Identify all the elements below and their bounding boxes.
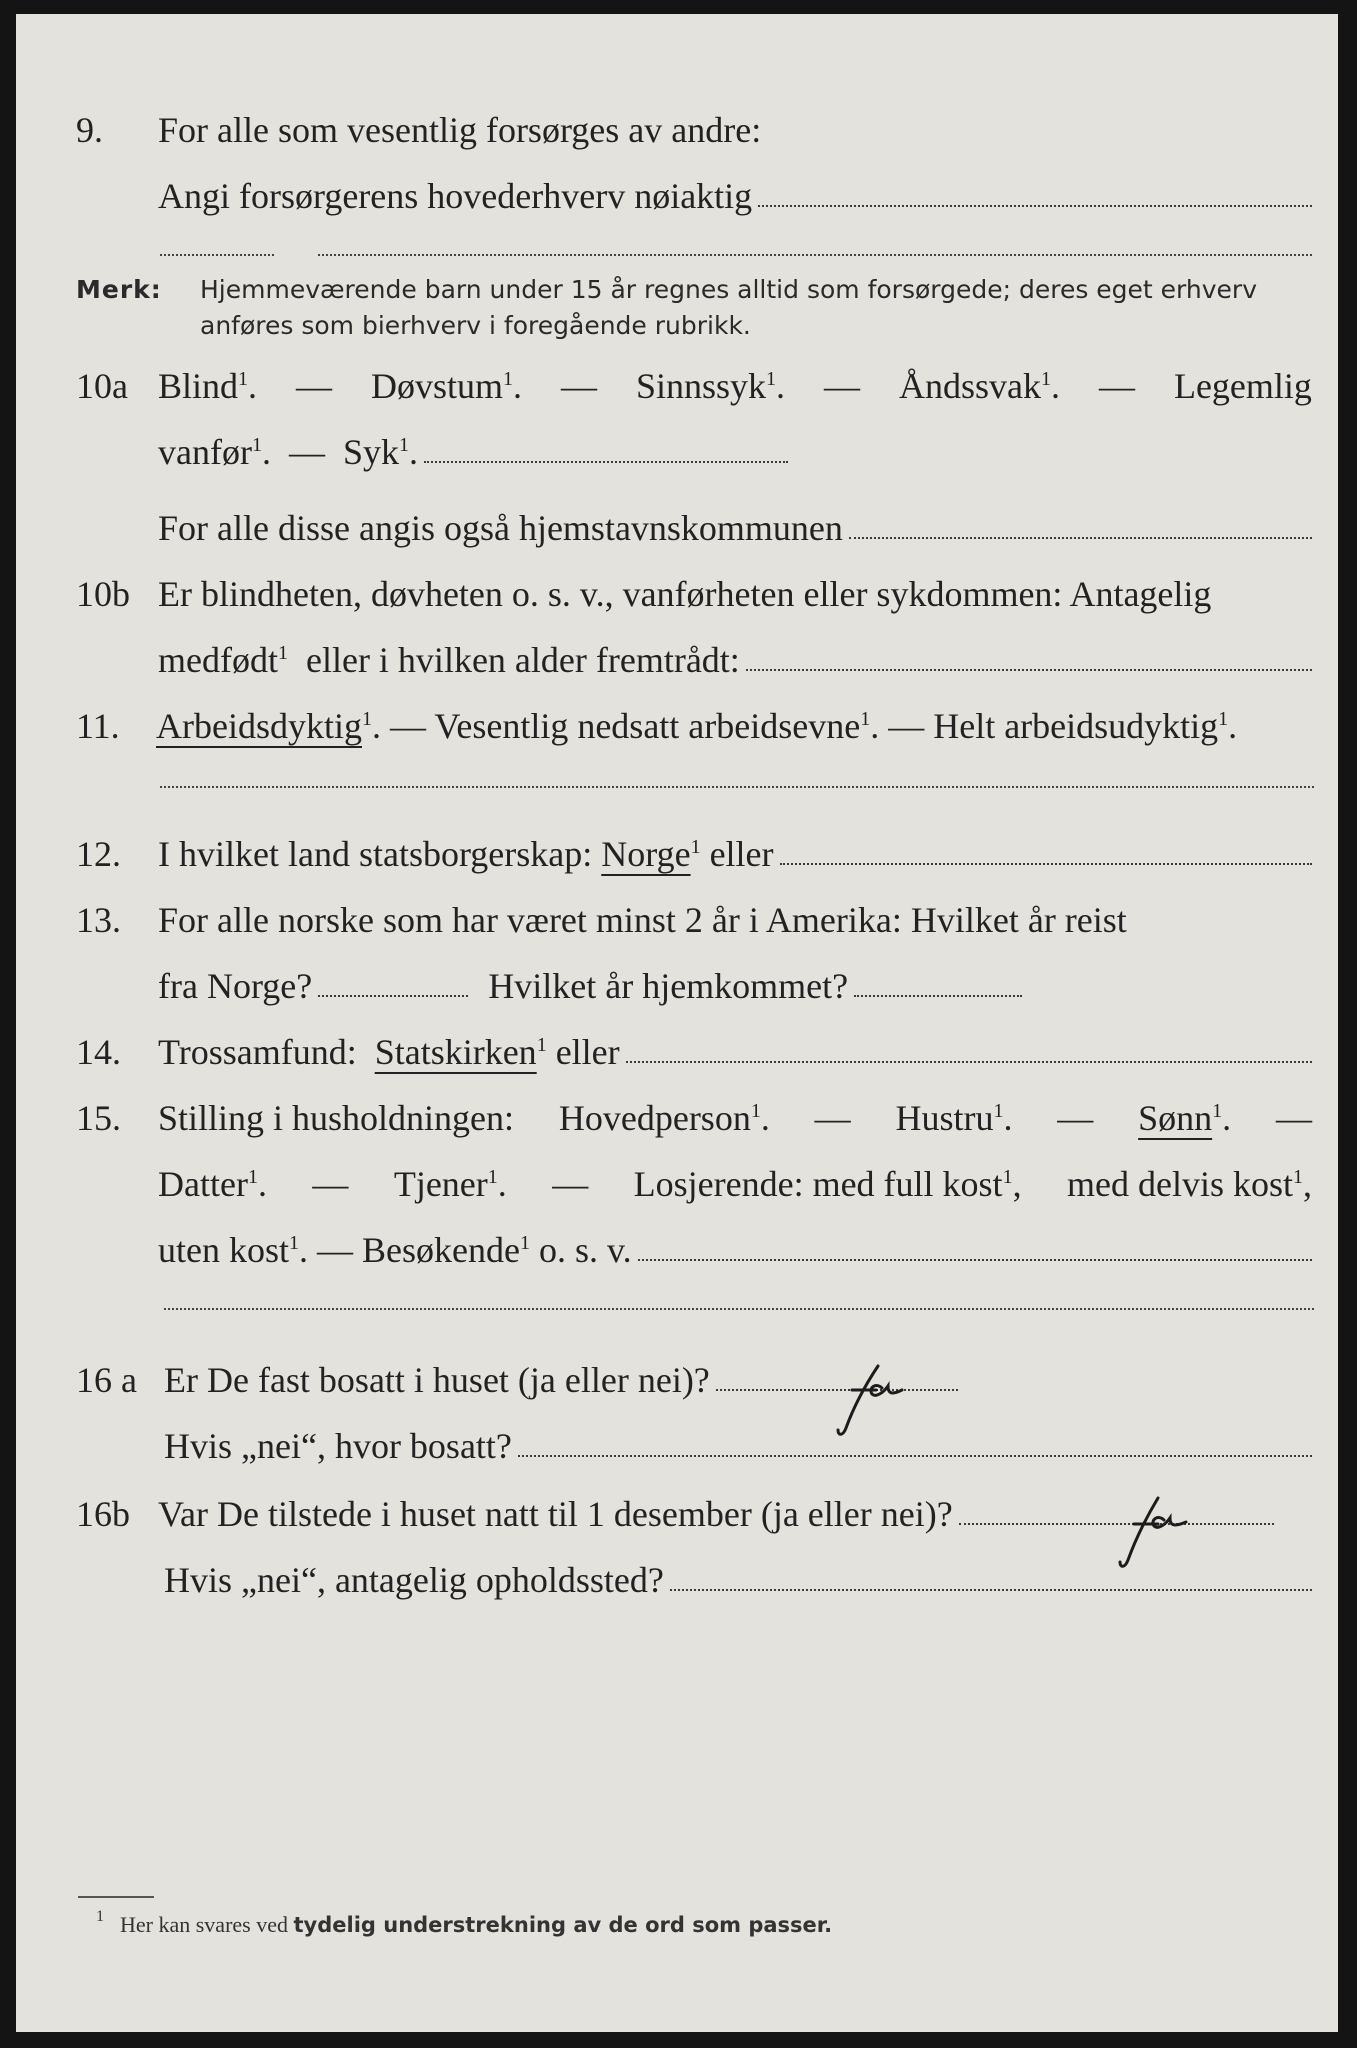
option-tjener[interactable]: Tjener xyxy=(393,1164,488,1204)
q15-row2: Datter$^1$. — Tjener$^1$. — Losjerende: med full kost$^1$, med delvis kost$^1$, xyxy=(158,1164,1312,1204)
q16a-followup: Hvis „nei“, hvor bosatt? xyxy=(164,1426,512,1466)
q12-number: 12. xyxy=(76,834,121,874)
q13-row2 xyxy=(16,954,1338,1018)
option-norge[interactable]: Norge xyxy=(601,834,691,874)
q10a-hjemstavn-line[interactable] xyxy=(849,537,1312,539)
option-besokende[interactable]: Besøkende xyxy=(362,1230,520,1270)
option-syk[interactable]: Syk xyxy=(342,432,399,472)
q12-row: 12. I hvilket land statsborgerskap: Norge$^1$ eller xyxy=(16,822,1338,886)
q10a-row2: vanfør$^1$. — Syk$^1$. xyxy=(16,420,1338,484)
q15-number: 15. xyxy=(76,1098,121,1138)
option-sinnssyk[interactable]: Sinnssyk xyxy=(635,366,767,406)
footnote-mark: 1 xyxy=(96,1908,104,1925)
merk-label: Merk: xyxy=(76,275,162,304)
q15-row3: uten kost$^1$. — Besøkende$^1$ o. s. v. xyxy=(16,1218,1338,1282)
q12-label: I hvilket land statsborgerskap: xyxy=(158,834,593,874)
q16b-question: Var De tilstede i huset natt til 1 desember (ja eller nei)? xyxy=(158,1494,953,1534)
option-datter[interactable]: Datter xyxy=(158,1164,248,1204)
q15-extra-line[interactable] xyxy=(164,1308,1314,1310)
q16b-followup-line[interactable] xyxy=(670,1589,1312,1591)
option-hustru[interactable]: Hustru xyxy=(895,1098,994,1138)
footnote-bold: tydelig understrekning av de ord som passer. xyxy=(293,1913,833,1937)
q16b-answer-text: ja xyxy=(1196,1526,1197,1527)
q10b-line2: eller i hvilken alder fremtrådt: xyxy=(305,640,740,680)
q15-label: Stilling i husholdningen: xyxy=(158,1098,515,1138)
option-losjerende-full-kost[interactable]: Losjerende: med full kost xyxy=(633,1164,1003,1204)
q13-fra-norge: fra Norge? xyxy=(158,966,313,1006)
q15-answer-line[interactable] xyxy=(638,1259,1312,1261)
q10a-syk-line[interactable] xyxy=(424,461,788,463)
q9-row xyxy=(16,98,1338,162)
q16a-row2 xyxy=(16,1414,1338,1478)
q14-eller: eller xyxy=(555,1032,620,1072)
q14-number: 14. xyxy=(76,1032,121,1072)
q9-extra-line-short[interactable] xyxy=(160,254,274,256)
q10a-number: 10a xyxy=(76,366,128,406)
q14-row: 14. Trossamfund: Statskirken$^1$ eller xyxy=(16,1020,1338,1084)
q11-answer-line[interactable] xyxy=(160,786,1314,788)
option-helt-arbeidsudyktig[interactable]: Helt arbeidsudyktig xyxy=(933,706,1219,746)
option-arbeidsdyktig[interactable]: Arbeidsdyktig xyxy=(156,706,362,746)
q13-number: 13. xyxy=(76,900,121,940)
q16b-followup: Hvis „nei“, antagelig opholdssted? xyxy=(164,1560,664,1600)
q10b-row2: medfødt$^1$ eller i hvilken alder fremtrådt: xyxy=(16,628,1338,692)
q10a-row: 10a Blind$^1$. — Døvstum$^1$. — Sinnssyk$^1$. — Åndssvak$^1$. — Legemlig xyxy=(16,354,1338,418)
q9-line2: Angi forsørgerens hovederhverv nøiaktig xyxy=(158,176,753,216)
option-hovedperson[interactable]: Hovedperson xyxy=(558,1098,751,1138)
census-form-page xyxy=(16,14,1338,2032)
q16a-question: Er De fast bosatt i huset (ja eller nei)? xyxy=(164,1360,710,1400)
q9-extra-line[interactable] xyxy=(318,254,1312,256)
q12-eller: eller xyxy=(709,834,774,874)
q13-hjemkommet-line[interactable] xyxy=(854,995,1022,997)
q13-row xyxy=(16,888,1338,952)
q16a-answer-text: ja xyxy=(910,1392,911,1393)
merk-text-line2: anføres som bierhverv i foregående rubrikk. xyxy=(200,311,751,340)
q16b-row2 xyxy=(16,1548,1338,1612)
q10b-number: 10b xyxy=(76,574,130,614)
q12-answer-line[interactable] xyxy=(780,863,1312,865)
q10b-answer-line[interactable] xyxy=(746,669,1312,671)
option-delvis-kost[interactable]: med delvis kost xyxy=(1067,1164,1293,1204)
q16a-row xyxy=(16,1348,1338,1412)
q9-answer-line[interactable] xyxy=(758,205,1312,207)
q13-hjemkommet: Hvilket år hjemkommet? xyxy=(488,966,849,1006)
q9-line1: For alle som vesentlig forsørges av andre: xyxy=(158,110,762,150)
q13-line1: For alle norske som har været minst 2 år i Amerika: Hvilket år reist xyxy=(158,900,1127,940)
option-blind[interactable]: Blind xyxy=(158,366,239,406)
q13-reist-line[interactable] xyxy=(318,995,468,997)
q11-number: 11. xyxy=(76,706,120,746)
footnote-plain: Her kan svares ved xyxy=(120,1912,288,1937)
q15-row: 15. Stilling i husholdningen: Hovedperson$^1$. — Hustru$^1$. — Sønn$^1$. — xyxy=(16,1086,1338,1150)
option-vesentlig-nedsatt[interactable]: Vesentlig nedsatt arbeidsevne xyxy=(434,706,861,746)
q16a-number: 16 a xyxy=(76,1360,137,1400)
q10a-row3 xyxy=(16,496,1338,560)
option-dovstum[interactable]: Døvstum xyxy=(370,366,503,406)
q15-osv: o. s. v. xyxy=(538,1230,632,1270)
option-legemlig[interactable]: Legemlig xyxy=(1173,366,1312,406)
q9-number: 9. xyxy=(76,110,103,150)
q10b-row xyxy=(16,562,1338,626)
q16b-number: 16b xyxy=(76,1494,130,1534)
q14-answer-line[interactable] xyxy=(626,1061,1312,1063)
option-sonn[interactable]: Sønn xyxy=(1138,1098,1213,1138)
q14-label: Trossamfund: xyxy=(158,1032,357,1072)
option-vanfor[interactable]: vanfør xyxy=(158,432,252,472)
option-medfodt[interactable]: medfødt xyxy=(158,640,278,680)
q11-row: 11. Arbeidsdyktig$^1$. — Vesentlig nedsatt arbeidsevne$^1$. — Helt arbeidsudyktig$^1$. xyxy=(16,694,1338,758)
q10b-line1: Er blindheten, døvheten o. s. v., vanførheten eller sykdommen: Antagelig xyxy=(158,574,1212,614)
q10a-hjemstavn-label: For alle disse angis også hjemstavnskommunen xyxy=(158,508,843,548)
option-andssvak[interactable]: Åndssvak xyxy=(898,366,1041,406)
q16a-followup-line[interactable] xyxy=(518,1455,1312,1457)
q9-row2 xyxy=(16,164,1338,228)
footnote-rule xyxy=(78,1896,154,1898)
footnote xyxy=(96,1908,833,1938)
option-statskirken[interactable]: Statskirken xyxy=(374,1032,537,1072)
option-uten-kost[interactable]: uten kost xyxy=(158,1230,289,1270)
merk-text-line1: Hjemmeværende barn under 15 år regnes alltid som forsørgede; deres eget erhverv xyxy=(200,275,1257,304)
